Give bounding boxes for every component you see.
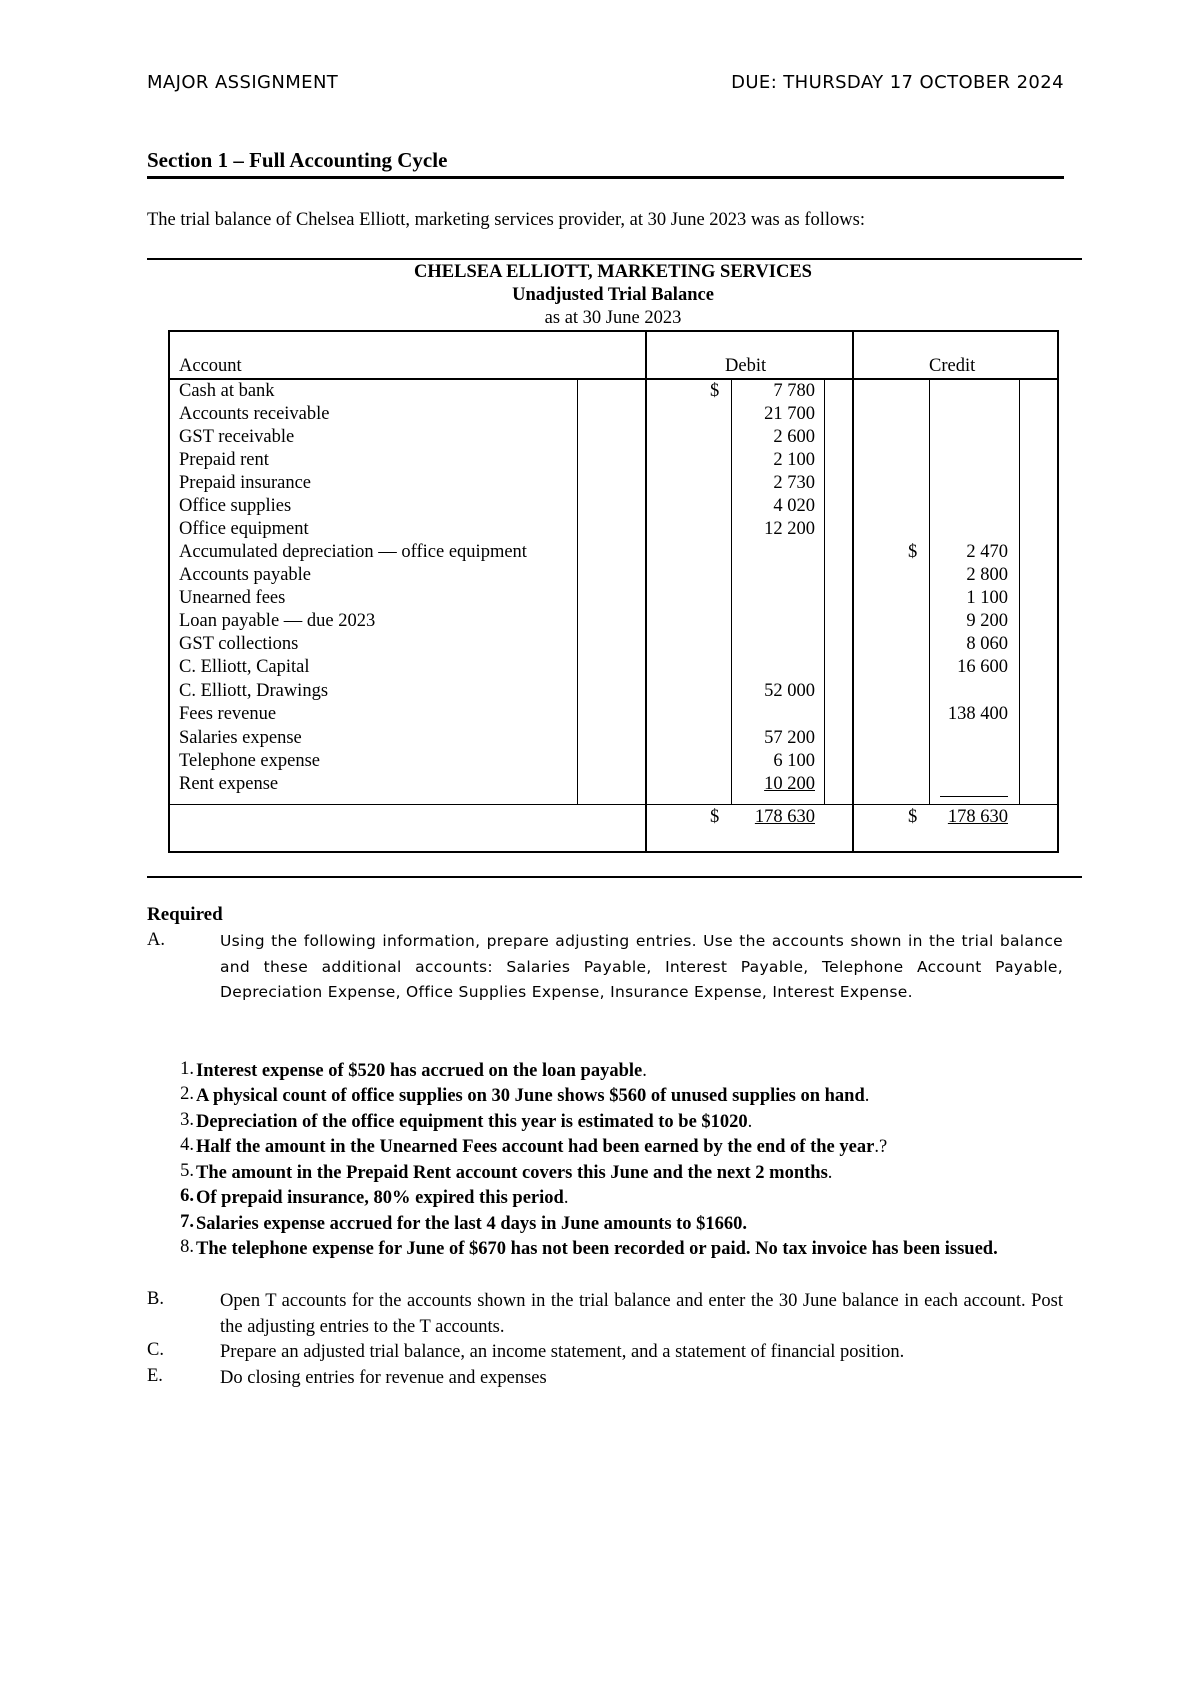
debit-amount: 4 020: [773, 496, 815, 516]
debit-amount: 21 700: [764, 404, 815, 424]
account-name: Rent expense: [179, 774, 279, 794]
item-text-a: Using the following information, prepare adjusting entries. Use the accounts shown in the trial balance and these additional accounts: Salaries Payable, Interest Payable, Telephone Account Payable, Depreciation Expense, Office Supplies Expense, Insurance Expense, Interest Expense.: [220, 932, 1063, 1001]
list-item: The telephone expense for June of $670 has not been recorded or paid. No tax invoice has been issued.: [196, 1239, 998, 1259]
total-debit: 178 630: [754, 807, 815, 827]
account-name: Salaries expense: [179, 728, 302, 748]
account-name: Unearned fees: [179, 588, 286, 608]
credit-amount: 138 400: [947, 704, 1008, 724]
credit-underline: [940, 796, 1008, 797]
account-name: Accounts receivable: [179, 404, 330, 424]
column-header-debit: Debit: [725, 356, 767, 376]
debit-amount: 10 200: [764, 774, 815, 794]
list-number: 8.: [180, 1237, 194, 1257]
column-line-credit-end: [1019, 380, 1020, 804]
list-item: Depreciation of the office equipment this year is estimated to be $1020.: [196, 1112, 753, 1132]
header-assignment-label: MAJOR ASSIGNMENT: [147, 72, 339, 93]
table-border-top: [168, 330, 1059, 332]
account-name: C. Elliott, Drawings: [179, 681, 329, 701]
column-line-debit-end: [824, 380, 825, 804]
table-top-rule: [147, 258, 1082, 260]
trial-balance-title: Unadjusted Trial Balance: [512, 285, 714, 305]
account-name: Office supplies: [179, 496, 292, 516]
credit-currency-sign: $: [908, 542, 918, 562]
item-text-e: Do closing entries for revenue and expenses: [220, 1368, 547, 1388]
column-divider-debit-credit: [852, 330, 854, 853]
column-line-account: [577, 380, 578, 804]
credit-amount: 2 470: [966, 542, 1008, 562]
list-item: Salaries expense accrued for the last 4 days in June amounts to $1660.: [196, 1214, 748, 1234]
account-name: Loan payable — due 2023: [179, 611, 376, 631]
list-item: A physical count of office supplies on 30 June shows $560 of unused supplies on hand.: [196, 1086, 870, 1106]
item-text-c: Prepare an adjusted trial balance, an income statement, and a statement of financial position.: [220, 1342, 905, 1362]
column-header-account: Account: [179, 356, 242, 376]
list-number: 4.: [180, 1135, 194, 1155]
total-credit: 178 630: [947, 807, 1008, 827]
item-letter-e: E.: [147, 1366, 163, 1386]
item-letter-b: B.: [147, 1289, 164, 1309]
item-letter-a: A.: [147, 930, 165, 950]
account-name: Fees revenue: [179, 704, 277, 724]
list-number: 2.: [180, 1084, 194, 1104]
account-name: Office equipment: [179, 519, 309, 539]
list-item: Of prepaid insurance, 80% expired this period.: [196, 1188, 569, 1208]
trial-balance-date: as at 30 June 2023: [544, 308, 682, 328]
account-name: Prepaid insurance: [179, 473, 312, 493]
table-total-rule: [168, 804, 1059, 805]
total-debit-sign: $: [710, 807, 720, 827]
debit-amount: 12 200: [764, 519, 815, 539]
credit-amount: 9 200: [966, 611, 1008, 631]
header-due-date: DUE: THURSDAY 17 OCTOBER 2024: [731, 72, 1064, 93]
debit-amount: 57 200: [764, 728, 815, 748]
table-header-rule: [168, 378, 1059, 380]
account-name: Telephone expense: [179, 751, 320, 771]
debit-amount: 6 100: [773, 751, 815, 771]
account-name: Accounts payable: [179, 565, 312, 585]
required-heading: Required: [147, 904, 223, 925]
list-number: 5.: [180, 1161, 194, 1181]
column-line-credit-sign: [929, 380, 930, 804]
column-header-credit: Credit: [929, 356, 976, 376]
section-divider: [147, 176, 1064, 179]
debit-amount: 2 100: [773, 450, 815, 470]
debit-amount: 2 730: [773, 473, 815, 493]
section-title: Section 1 – Full Accounting Cycle: [147, 148, 448, 172]
credit-amount: 8 060: [966, 634, 1008, 654]
debit-amount: 52 000: [764, 681, 815, 701]
list-number: 3.: [180, 1110, 194, 1130]
column-line-debit-sign: [731, 380, 732, 804]
account-name: GST collections: [179, 634, 299, 654]
list-item: Interest expense of $520 has accrued on the loan payable.: [196, 1061, 647, 1081]
account-name: Prepaid rent: [179, 450, 269, 470]
credit-amount: 2 800: [966, 565, 1008, 585]
column-divider-account-debit: [645, 330, 647, 853]
intro-paragraph: The trial balance of Chelsea Elliott, marketing services provider, at 30 June 2023 was as follows:: [147, 210, 865, 230]
account-name: GST receivable: [179, 427, 295, 447]
debit-currency-sign: $: [710, 381, 720, 401]
table-bottom-rule: [147, 876, 1082, 878]
credit-amount: 16 600: [957, 657, 1008, 677]
list-number: 7.: [180, 1212, 194, 1232]
item-text-b: Open T accounts for the accounts shown in the trial balance and enter the 30 June balance in each account. Post the adjusting entries to the T accounts.: [220, 1291, 1063, 1337]
total-credit-sign: $: [908, 807, 918, 827]
account-name: Cash at bank: [179, 381, 275, 401]
credit-amount: 1 100: [966, 588, 1008, 608]
list-number: 1.: [180, 1059, 194, 1079]
list-item: The amount in the Prepaid Rent account covers this June and the next 2 months.: [196, 1163, 833, 1183]
debit-amount: 2 600: [773, 427, 815, 447]
account-name: Accumulated depreciation — office equipment: [179, 542, 527, 562]
debit-amount: 7 780: [773, 381, 815, 401]
table-border-left: [168, 330, 170, 853]
list-number: 6.: [180, 1186, 194, 1206]
table-border-bottom: [168, 851, 1059, 853]
item-letter-c: C.: [147, 1340, 164, 1360]
table-border-right: [1057, 330, 1059, 853]
list-item: Half the amount in the Unearned Fees account had been earned by the end of the year.?: [196, 1137, 888, 1157]
trial-balance-company: CHELSEA ELLIOTT, MARKETING SERVICES: [414, 262, 812, 282]
account-name: C. Elliott, Capital: [179, 657, 310, 677]
